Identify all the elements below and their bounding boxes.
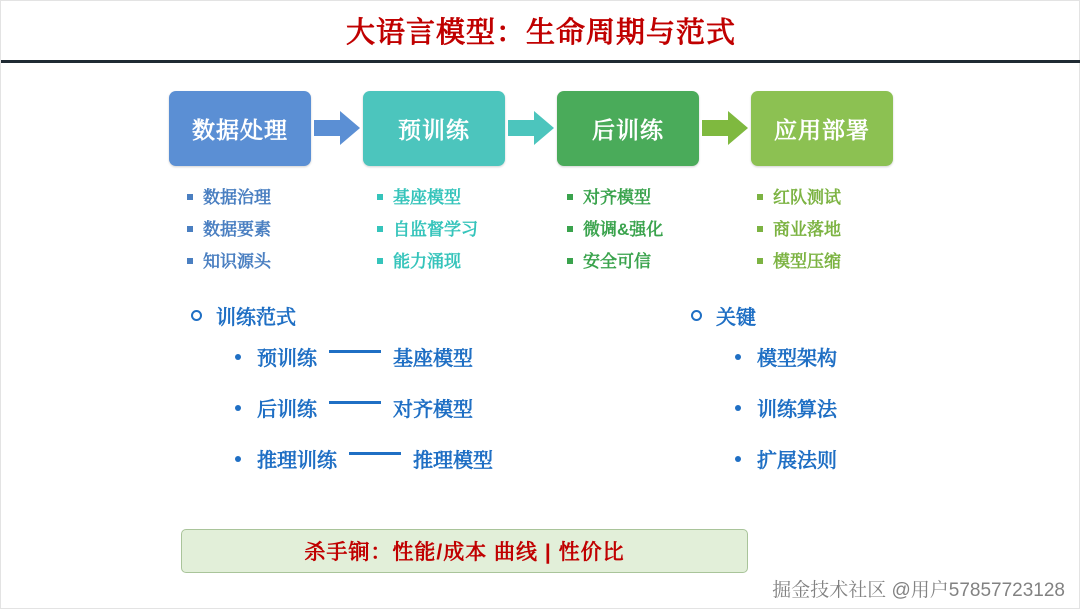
list-item	[359, 215, 549, 240]
list-item-label: 商业落地	[773, 220, 841, 239]
arrow-2-icon	[505, 91, 557, 166]
list-item	[169, 215, 359, 240]
square-bullet-icon	[757, 226, 763, 232]
pipeline-stage-1[interactable]	[169, 91, 311, 166]
list-item	[169, 247, 359, 272]
pipeline-stage-2[interactable]	[363, 91, 505, 166]
list-item-label: 红队测试	[773, 188, 841, 207]
list-item-label: 模型压缩	[773, 252, 841, 271]
square-bullet-icon	[377, 194, 383, 200]
highlight-banner-label: 杀手锏：性能/成本 曲线 | 性价比	[304, 541, 625, 564]
dot-bullet-icon	[235, 456, 241, 462]
square-bullet-icon	[567, 258, 573, 264]
key-points-heading-label: 关键	[716, 307, 756, 329]
pipeline-stage-1-label: 数据处理	[192, 116, 288, 143]
square-bullet-icon	[187, 194, 193, 200]
square-bullet-icon	[567, 194, 573, 200]
list-item	[235, 393, 661, 422]
key-point-1: 模型架构	[757, 348, 837, 370]
square-bullet-icon	[757, 258, 763, 264]
list-item	[739, 215, 929, 240]
square-bullet-icon	[757, 194, 763, 200]
key-point-3: 扩展法则	[757, 450, 837, 472]
pipeline-detail-columns	[169, 183, 929, 279]
list-item-label: 微调&强化	[583, 220, 664, 239]
key-points-block	[691, 301, 1021, 495]
detail-column-2	[359, 183, 549, 279]
list-item	[235, 444, 661, 473]
list-item	[739, 247, 929, 272]
paradigm-from-3: 推理训练	[257, 450, 337, 472]
paradigm-from-1: 预训练	[257, 348, 317, 370]
arrow-3-icon	[699, 91, 751, 166]
list-item	[735, 444, 1021, 473]
list-item	[549, 183, 739, 208]
pipeline-row	[169, 89, 909, 167]
circle-bullet-icon	[691, 310, 702, 321]
dot-bullet-icon	[235, 354, 241, 360]
dash-connector-icon	[329, 401, 381, 404]
list-item-label: 数据治理	[203, 188, 271, 207]
detail-column-3	[549, 183, 739, 279]
paradigm-section	[1, 301, 1080, 501]
circle-bullet-icon	[191, 310, 202, 321]
list-item	[735, 393, 1021, 422]
list-item	[359, 183, 549, 208]
slide-title-bar	[1, 1, 1080, 63]
dash-connector-icon	[349, 452, 401, 455]
square-bullet-icon	[187, 258, 193, 264]
watermark: 掘金技术社区 @用户57857723128	[772, 580, 1065, 601]
page-title: 大语言模型：生命周期与范式	[345, 17, 736, 49]
dot-bullet-icon	[235, 405, 241, 411]
paradigm-to-2: 对齐模型	[393, 399, 473, 421]
list-item	[739, 183, 929, 208]
list-item	[735, 342, 1021, 371]
square-bullet-icon	[567, 226, 573, 232]
dash-connector-icon	[329, 350, 381, 353]
square-bullet-icon	[377, 226, 383, 232]
pipeline-stage-2-label: 预训练	[398, 116, 470, 143]
list-item	[549, 247, 739, 272]
key-point-2: 训练算法	[757, 399, 837, 421]
list-item-label: 自监督学习	[393, 220, 478, 239]
arrow-1-icon	[311, 91, 363, 166]
dot-bullet-icon	[735, 456, 741, 462]
list-item-label: 能力涌现	[393, 252, 461, 271]
square-bullet-icon	[377, 258, 383, 264]
list-item-label: 基座模型	[393, 188, 461, 207]
highlight-banner	[181, 529, 748, 573]
key-points-heading	[691, 301, 1021, 330]
detail-column-4	[739, 183, 929, 279]
list-item-label: 知识源头	[203, 252, 271, 271]
training-paradigm-heading	[191, 301, 661, 330]
detail-column-1	[169, 183, 359, 279]
list-item-label: 安全可信	[583, 252, 651, 271]
list-item	[169, 183, 359, 208]
dot-bullet-icon	[735, 354, 741, 360]
pipeline-stage-3-label: 后训练	[592, 116, 664, 143]
paradigm-to-3: 推理模型	[413, 450, 493, 472]
training-paradigm-heading-label: 训练范式	[216, 307, 296, 329]
training-paradigm-block	[191, 301, 661, 495]
list-item	[359, 247, 549, 272]
pipeline-stage-3[interactable]	[557, 91, 699, 166]
list-item-label: 对齐模型	[583, 188, 651, 207]
dot-bullet-icon	[735, 405, 741, 411]
square-bullet-icon	[187, 226, 193, 232]
list-item	[235, 342, 661, 371]
list-item	[549, 215, 739, 240]
pipeline-stage-4-label: 应用部署	[774, 116, 870, 143]
paradigm-from-2: 后训练	[257, 399, 317, 421]
paradigm-to-1: 基座模型	[393, 348, 473, 370]
list-item-label: 数据要素	[203, 220, 271, 239]
pipeline-stage-4[interactable]	[751, 91, 893, 166]
